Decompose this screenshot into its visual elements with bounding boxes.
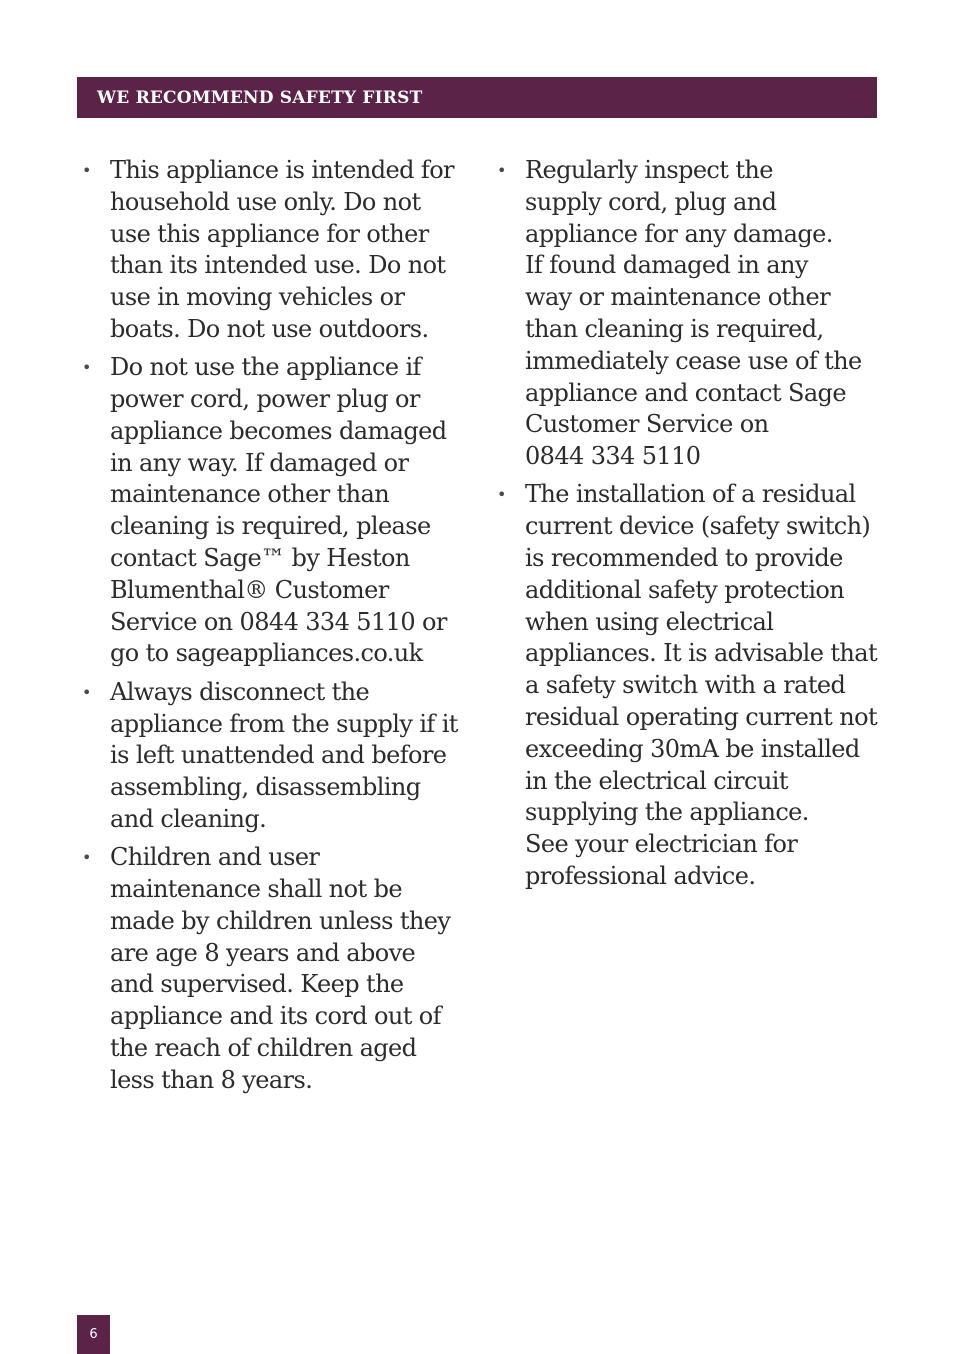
- list-item-text-line: 0844 334 5110: [525, 442, 701, 471]
- bullet-icon: •: [82, 358, 91, 378]
- right-column-list: [492, 155, 882, 899]
- bullet-icon: •: [497, 161, 506, 180]
- bullet-list-item: [492, 155, 882, 473]
- list-item-text-line: use this appliance for other: [110, 219, 429, 248]
- list-item-text-line: made by children unless they: [110, 906, 451, 935]
- list-item-text-line: appliance and its cord out of: [110, 1002, 441, 1031]
- list-item-text-line: maintenance other than: [110, 480, 390, 509]
- list-item-text-line: in the electrical circuit: [525, 766, 788, 795]
- list-item-text-line: household use only. Do not: [110, 187, 421, 216]
- list-item-text-line: exceeding 30mA be installed: [525, 734, 860, 763]
- list-item-text-line: in any way. If damaged or: [110, 448, 409, 477]
- list-item-text-line: boats. Do not use outdoors.: [110, 314, 429, 343]
- section-title: WE RECOMMEND SAFETY FIRST: [97, 87, 423, 108]
- list-item-text-line: assembling, disassembling: [110, 773, 421, 802]
- list-item-text-line: maintenance shall not be: [110, 875, 402, 904]
- list-item-text-line: immediately cease use of the: [525, 346, 862, 375]
- list-item-text-line: is recommended to provide: [525, 544, 843, 573]
- list-item-text-line: less than 8 years.: [110, 1065, 313, 1094]
- list-item-text-line: appliance and contact Sage: [525, 378, 846, 407]
- bullet-list-item: [77, 677, 467, 836]
- list-item-text-line: If found damaged in any: [525, 251, 808, 280]
- list-item-text-line: See your electrician for: [525, 830, 798, 859]
- list-item-text-line: than its intended use. Do not: [110, 251, 446, 280]
- bullet-list-item: [77, 155, 467, 346]
- page-number: 6: [89, 1327, 98, 1342]
- list-item-text-line: appliance for any damage.: [525, 219, 833, 248]
- bullet-icon: •: [82, 161, 91, 180]
- list-item-text-line: Always disconnect the: [110, 677, 370, 706]
- bullet-icon: •: [82, 848, 91, 868]
- list-item-text-line: Customer Service on: [525, 410, 769, 439]
- list-item-text-line: contact Sage™ by Heston: [110, 544, 410, 573]
- list-item-text-line: additional safety protection: [525, 575, 845, 604]
- page-number-badge: [77, 1315, 110, 1354]
- bullet-list-item: [492, 479, 882, 892]
- bullet-icon: •: [497, 485, 506, 505]
- list-item-text-line: Children and user: [110, 843, 320, 872]
- list-item-text-line: supplying the appliance.: [525, 798, 809, 827]
- left-column-list: [77, 155, 467, 1103]
- list-item-text-line: Blumenthal® Customer: [110, 575, 389, 604]
- list-item-text-line: a safety switch with a rated: [525, 671, 846, 700]
- list-item-text-line: Regularly inspect the: [525, 156, 773, 184]
- list-item-text-line: the reach of children aged: [110, 1034, 417, 1063]
- list-item-text-line: appliance becomes damaged: [110, 416, 447, 445]
- list-item-text-line: than cleaning is required,: [525, 314, 824, 343]
- list-item-text-line: go to sageappliances.co.uk: [110, 639, 423, 668]
- bullet-list-item: [77, 352, 467, 670]
- list-item-text-line: and supervised. Keep the: [110, 970, 404, 999]
- bullet-icon: •: [82, 682, 91, 702]
- list-item-text-line: appliance from the supply if it: [110, 709, 458, 738]
- list-item-text-line: Do not use the appliance if: [110, 353, 421, 382]
- list-item-text-line: are age 8 years and above: [110, 938, 416, 967]
- list-item-text-line: appliances. It is advisable that: [525, 639, 878, 668]
- list-item-text-line: is left unattended and before: [110, 741, 447, 770]
- list-item-text-line: power cord, power plug or: [110, 385, 420, 414]
- bullet-list-item: [77, 842, 467, 1096]
- list-item-text-line: when using electrical: [525, 607, 774, 636]
- list-item-text-line: current device (safety switch): [525, 512, 871, 541]
- list-item-text-line: way or maintenance other: [525, 283, 830, 312]
- list-item-text-line: supply cord, plug and: [525, 187, 777, 216]
- list-item-text-line: use in moving vehicles or: [110, 283, 405, 312]
- list-item-text-line: Service on 0844 334 5110 or: [110, 607, 447, 636]
- section-header-bar: [77, 77, 877, 118]
- list-item-text-line: cleaning is required, please: [110, 512, 431, 541]
- list-item-text-line: and cleaning.: [110, 804, 267, 833]
- list-item-text-line: residual operating current not: [525, 703, 877, 732]
- list-item-text-line: The installation of a residual: [525, 480, 856, 509]
- list-item-text-line: This appliance is intended for: [110, 156, 454, 184]
- list-item-text-line: professional advice.: [525, 862, 756, 891]
